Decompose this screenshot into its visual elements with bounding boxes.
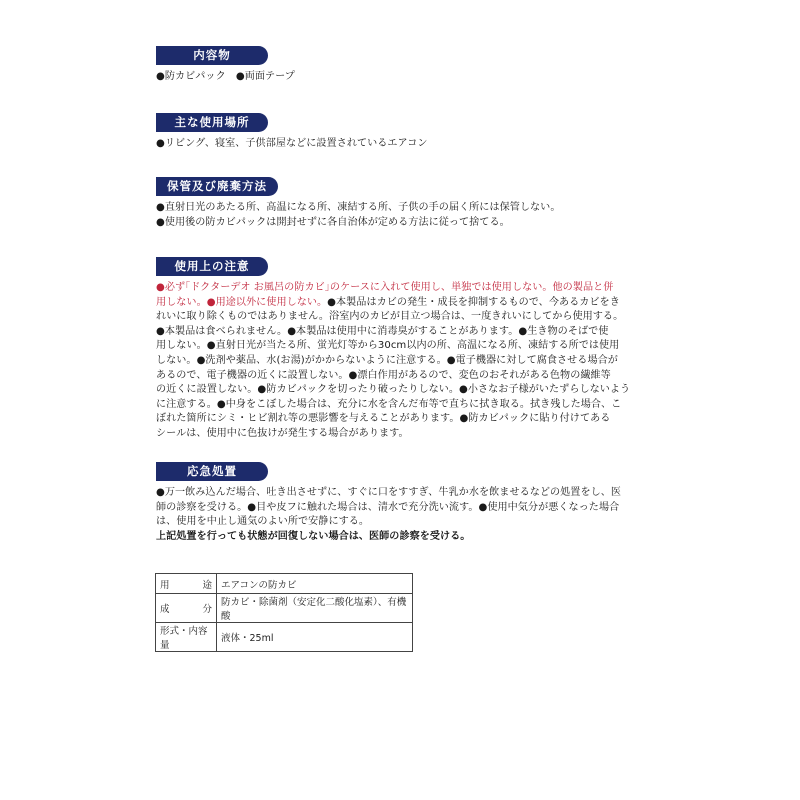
text-line: あるので、電子機器の近くに設置しない。●漂白作用があるので、変色のおそれがある色物の繊維等: [156, 369, 611, 381]
section-heading: 保管及び廃棄方法: [156, 177, 278, 196]
section-storage: [156, 175, 656, 230]
text-line: ●万一飲み込んだ場合、吐き出させずに、すぐに口をすすぎ、牛乳か水を飲ませるなどの処置をし、医: [156, 487, 622, 498]
bold-notice-line: 上記処置を行っても状態が回復しない場合は、医師の診察を受ける。: [156, 530, 471, 542]
spec-table: [155, 573, 413, 652]
table-key-cell: [156, 574, 217, 594]
text-line: に注意する。●中身をこぼした場合は、充分に水を含んだ布等で直ちに拭き取る。拭き残した場合、こ: [156, 398, 622, 410]
text-line: ●本製品は食べられません。●本製品は使用中に消毒臭がすることがあります。●生き物のそばで使: [156, 325, 609, 337]
text-line: [156, 296, 656, 311]
section-heading: 応急処置: [156, 462, 268, 481]
text-line: シールは、使用中に色抜けが発生する場合があります。: [156, 427, 409, 439]
section-first-aid: [156, 460, 656, 544]
section-heading: 内容物: [156, 46, 268, 65]
table-value-cell: エアコンの防カビ: [217, 574, 413, 594]
warning-line: ●必ず｢ドクターデオ お風呂の防カビ｣のケースに入れて使用し、単独では使用しない。他の製品と併: [156, 282, 614, 293]
key-char: 成: [160, 604, 170, 615]
key-char: 用: [160, 579, 170, 591]
table-value-cell: 防カビ・除菌剤（安定化二酸化塩素）、有機酸: [217, 594, 413, 623]
text-line: は、使用を中止し通気のよい所で安静にする。: [156, 516, 370, 528]
key-char: 途: [202, 579, 212, 591]
section-body: [156, 486, 656, 544]
section-heading: 主な使用場所: [156, 113, 268, 132]
text-line: ●直射日光のあたる所、高温になる所、凍結する所、子供の手の届く所には保管しない。: [156, 202, 561, 213]
text-line: れいに取り除くものではありません。浴室内のカビが目立つ場合は、一度きれいにしてから使用する。: [156, 311, 624, 323]
section-usage-place: [156, 111, 656, 152]
section-contents: [156, 44, 656, 85]
text-line: ●リビング、寝室、子供部屋などに設置されているエアコン: [156, 138, 428, 149]
table-row: [156, 574, 413, 594]
text-line: ぼれた箇所にシミ・ヒビ割れ等の悪影響を与えることがあります。●防カビパックに貼り付けてある: [156, 413, 611, 425]
section-body: [156, 201, 656, 230]
key-char: 分: [202, 604, 212, 615]
section-body: [156, 137, 656, 152]
text-line: しない。●洗剤や薬品、水(お湯)がかからないように注意する。●電子機器に対して腐食させる場合が: [156, 354, 618, 366]
section-heading: 使用上の注意: [156, 257, 268, 276]
text-line: 師の診察を受ける。●目や皮フに触れた場合は、清水で充分洗い流す。●使用中気分が悪くなった場合: [156, 501, 620, 513]
warning-text: 用しない。●用途以外に使用しない。: [156, 296, 328, 308]
text-line: ●使用後の防カビパックは開封せずに各自治体が定める方法に従って捨てる。: [156, 216, 510, 228]
section-cautions: [156, 255, 656, 442]
table-key-cell: 形式・内容量: [156, 623, 217, 652]
text-fragment: ●本製品はカビの発生・成長を抑制するもので、今あるカビをき: [327, 296, 620, 308]
text-line: の近くに設置しない。●防カビパックを切ったり破ったりしない。●小さなお子様がいたずらしないよう: [156, 384, 631, 396]
text-line: 用しない。●直射日光が当たる所、蛍光灯等から30cm以内の所、高温になる所、凍結する所では使用: [156, 340, 620, 352]
table-key-cell: [156, 594, 217, 623]
table-value-cell: 液体・25ml: [217, 623, 413, 652]
section-body: [156, 70, 656, 85]
table-row: [156, 623, 413, 652]
section-body: [156, 281, 656, 442]
table-row: [156, 594, 413, 623]
text-line: ●防カビパック ●両面テープ: [156, 71, 295, 82]
